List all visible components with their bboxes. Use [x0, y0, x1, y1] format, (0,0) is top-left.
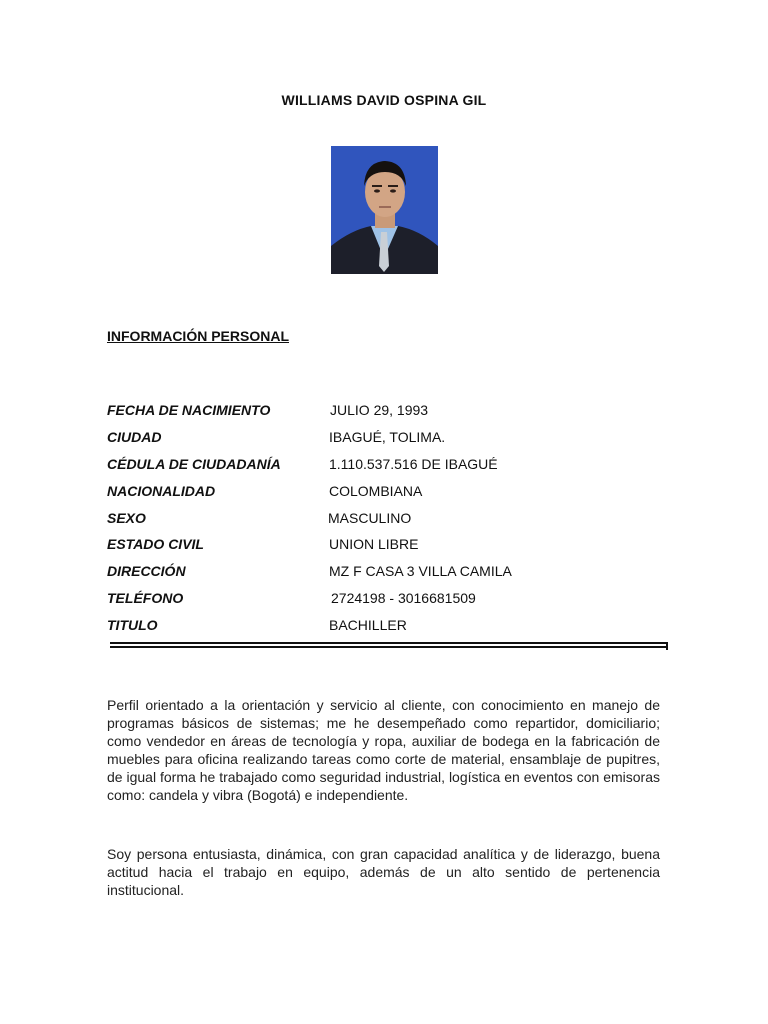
info-value: MASCULINO [328, 510, 412, 526]
info-label: TELÉFONO [107, 590, 184, 606]
info-label: FECHA DE NACIMIENTO [107, 402, 271, 418]
info-row-marital-status [107, 536, 667, 556]
info-label: TITULO [107, 617, 158, 633]
info-label: CIUDAD [107, 429, 162, 445]
person-portrait-image [331, 146, 438, 274]
info-row-birthdate [107, 402, 667, 422]
double-divider-line [110, 642, 666, 650]
info-label: SEXO [107, 510, 146, 526]
info-row-sex [107, 510, 667, 530]
info-row-address [107, 563, 667, 583]
info-row-phone [107, 590, 667, 610]
info-value: UNION LIBRE [329, 536, 419, 552]
info-value: JULIO 29, 1993 [330, 402, 429, 418]
info-value: 1.110.537.516 DE IBAGUÉ [329, 456, 498, 472]
profile-photo [331, 146, 438, 274]
info-row-city [107, 429, 667, 449]
info-label: ESTADO CIVIL [107, 536, 204, 552]
info-value: IBAGUÉ, TOLIMA. [329, 429, 446, 445]
info-label: CÉDULA DE CIUDADANÍA [107, 456, 281, 472]
cv-name-title: WILLIAMS DAVID OSPINA GIL [281, 92, 487, 108]
profile-paragraph: Perfil orientado a la orientación y servicio al cliente, con conocimiento en manejo de programas básicos de sistemas; me he desempeñado como repartidor, domiciliario; como vendedor en áreas de tecnología y ropa, auxiliar de bodega en la fabricación de muebles para oficina realizando tareas como corte de material, ensamblaje de pupitres, de igual forma he trabajado como seguridad industrial, logística en eventos con emisoras como: candela y vibra (Bogotá) e independiente. [107, 697, 660, 803]
info-value: COLOMBIANA [329, 483, 423, 499]
info-label: DIRECCIÓN [107, 563, 186, 579]
info-row-nationality [107, 483, 667, 503]
section-heading-personal-info: INFORMACIÓN PERSONAL [107, 328, 289, 344]
info-value: MZ F CASA 3 VILLA CAMILA [329, 563, 512, 579]
personality-paragraph: Soy persona entusiasta, dinámica, con gran capacidad analítica y de liderazgo, buena actitud hacia el trabajo en equipo, además de un alto sentido de pertenencia institucional. [107, 846, 660, 898]
info-label: NACIONALIDAD [107, 483, 216, 499]
info-value: BACHILLER [329, 617, 407, 633]
info-value: 2724198 - 3016681509 [331, 590, 476, 606]
info-row-title [107, 617, 667, 637]
info-row-id-number [107, 456, 667, 476]
